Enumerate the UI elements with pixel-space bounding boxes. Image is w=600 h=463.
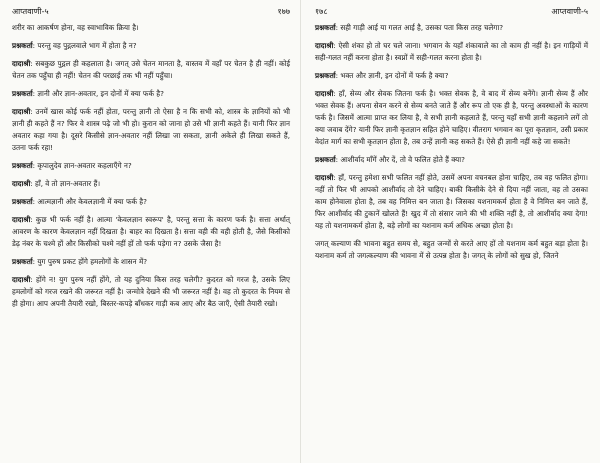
paragraph [12, 22, 290, 34]
paragraph [315, 172, 588, 232]
paragraph-text: : परन्तु वह पुद्गलवाले भाग में होता है न? [32, 41, 137, 50]
paragraph-text: शरीर का आकर्षण होना, वह स्वाभाविक क्रिया है। [12, 23, 139, 32]
speaker-label: दादाश्री [12, 179, 31, 188]
paragraph [315, 22, 588, 34]
speaker-label: प्रश्नकर्ता [315, 23, 336, 32]
paragraph-text: : युग पुरुष प्रकट होंगे हमलोगों के शासन में? [32, 257, 148, 266]
paragraph-text: : सही गाड़ी आई या गलत आई है, उसका पता किस तरह चलेगा? [335, 23, 504, 32]
speaker-label: दादाश्री [315, 41, 334, 50]
speaker-label: प्रश्नकर्ता [12, 41, 33, 50]
left-header-title: आप्तवाणी-५ [12, 6, 49, 16]
paragraph-text: : सबकुछ पुद्गल ही कहलाता है। जगत् उसे चेतन मानता है, वास्तव में वहाँ पर चेतन है ही नहीं। कोई चेतन तक पहुँचा ही नहीं! चेतन की परछाई तक भी नहीं पहुँचा। [12, 59, 290, 80]
speaker-label: प्रश्नकर्ता [12, 197, 33, 206]
paragraph [12, 178, 290, 190]
paragraph [315, 88, 588, 148]
right-page-header [315, 4, 588, 18]
speaker-label: प्रश्नकर्ता [12, 257, 33, 266]
speaker-label: दादाश्री [315, 173, 334, 182]
paragraph-text: : आशीर्वाद माँगें और दें, तो वे फलित होते हैं क्या? [335, 155, 465, 164]
paragraph-text: : कृपालुदेव ज्ञान-अवतार कहलाएँगे न? [32, 161, 132, 170]
paragraph [315, 238, 588, 262]
paragraph [12, 274, 290, 310]
speaker-label: दादाश्री [12, 107, 31, 116]
left-page-number: १७७ [277, 6, 290, 16]
left-page-body [12, 22, 290, 310]
speaker-label: प्रश्नकर्ता [12, 161, 33, 170]
paragraph [12, 88, 290, 100]
paragraph [315, 40, 588, 64]
paragraph-text: : ऐसी शंका हो तो घर चले जाना। भगवान के यहाँ शंकावाले का तो काम ही नहीं है। इन गाड़ियों में सही-गलत नहीं करना होता है। स्वप्नों में सही-गलत करना होता है। [315, 41, 588, 62]
paragraph-text: : हाँ, परन्तु हमेशा सभी फलित नहीं होते, उसमें अपना वचनबल होना चाहिए, तब वह फलित होगा। नहीं तो फिर भी आपको आशीर्वाद तो देने चाहिए। बाकी किसीके देने से दिया नहीं जाता, वह तो उसका काम होनेवाला होता है, तब वह निमित्त बन जाता है। जिसका यशनामकर्म होता है वे निमित्त बन जाते हैं, फिर आशीर्वाद की टुकानें खोलते हैं! खुद में तो संसार जाने की भी शक्ति नहीं है, तो आशीर्वाद क्या देगा! यह तो यशनामकर्म होता है, बड़े लोगों का यशनाम कर्म अधिक अच्छा होता है। [315, 173, 588, 230]
paragraph-text: : हाँ, सेव्य और सेवक जितना फर्क है। भक्त सेवक है, वे बाद में सेव्य बनेंगे। ज्ञानी सेव्य हैं और भक्त सेवक हैं। अपना सेवन करने से सेव्य बनते जाते हैं और रूप तो एक ही है, परन्तु अवस्थाओं के कारण फर्क है। जिसमें आत्मा प्राप्त कर लिया है, वे सभी ज्ञानी कहलाते हैं, परन्तु यहाँ सभी ज्ञानी कहलाने लगें तो क्या जवाब देंगे? यानी फिर ज्ञानी कृतज्ञान सहित होने चाहिए। वीतराग भगवान का पूरा कृतज्ञान, उसी प्रकार वेदांत मार्ग का सभी कृतज्ञान होता है, तब उन्हें ज्ञानी कह सकते हैं। ऐसे ही ज्ञानी नहीं कहे जा सकते! [315, 89, 588, 146]
paragraph [12, 256, 290, 268]
paragraph-text: : ज्ञानी और ज्ञान-अवतार, इन दोनों में क्या फर्क है? [32, 89, 164, 98]
paragraph [315, 154, 588, 166]
paragraph-text: : आत्मज्ञानी और केवलज्ञानी में क्या फर्क है? [32, 197, 147, 206]
paragraph-text: : होंगे न! युग पुरुष नहीं होंगे, तो यह दुनिया किस तरह चलेगी? कुदरत को गरज है, उसके लिए हमलोगों को गरज रखने की जरूरत नहीं है। जन्मोत्रे देखने की भी जरूरत नहीं है। वह तो कुदरत के नियम से ही होगा। आप अपनी तैयारी रखो, बिस्तर-कपड़े बाँधकर गाड़ी कब आए और बैठ जाएँ, ऐसी तैयारी रखो। [12, 275, 290, 308]
paragraph-text: : उनमें खास कोई फर्क नहीं होता, परन्तु ज्ञानी तो ऐसा है न कि सभी को, शास्त्र के ज्ञानियों को भी ज्ञानी ही कहते हैं न? फिर वे शास्त्र पढ़े जो भी हो। कुरान को जाना हो उसे भी ज्ञानी कहते हैं। यानी फिर ज्ञान अवतार कहा गया है। दूसरे किसीसे ज्ञान-अवतार नहीं लिखा जा सकता, ज्ञानी अकेले ही लिखा सकते हैं, उतना फर्क रहा! [12, 107, 290, 152]
right-page-body [315, 22, 588, 262]
speaker-label: प्रश्नकर्ता [315, 155, 336, 164]
speaker-label: प्रश्नकर्ता [12, 89, 33, 98]
paragraph [12, 106, 290, 154]
right-header-title: आप्तवाणी-५ [551, 6, 588, 16]
speaker-label: दादाश्री [12, 275, 31, 284]
paragraph [315, 70, 588, 82]
speaker-label: दादाश्री [12, 59, 31, 68]
speaker-label: दादाश्री [12, 215, 31, 224]
paragraph [12, 40, 290, 52]
paragraph [12, 58, 290, 82]
speaker-label: प्रश्नकर्ता [315, 71, 336, 80]
paragraph-text: : हाँ, वे तो ज्ञान-अवतार हैं। [30, 179, 101, 188]
paragraph-text: : भक्त और ज्ञानी, इन दोनों में फर्क है क्या? [335, 71, 449, 80]
paragraph [12, 214, 290, 250]
paragraph-text: : कुछ भी फर्क नहीं है। आत्मा 'केवलज्ञान स्वरूप' है, परन्तु सत्ता के कारण फर्क है। सत्ता अर्थात् आवरण के कारण केवलज्ञान नहीं दिखता है। बाहर का दिखता है। सत्ता वही की वही होती है, जैसे किसीको डेढ़ नंबर के चश्मे हों और किसीको चश्मे नहीं हों तो फर्क पड़ेगा न? उसके जैसा है! [12, 215, 290, 248]
right-page [300, 0, 600, 463]
paragraph [12, 196, 290, 208]
right-page-number: १७८ [315, 6, 328, 16]
left-page-header [12, 4, 290, 18]
paragraph-text: जगत् कल्याण की भावना बहुत समय से, बहुत जन्मों से करते आए हों तो यशनाम कर्म बहुत बड़ा होता है। यशनाम कर्म तो जगत्कल्याण की भावना में से उत्पन्न होता है। जगत् के लोगों को सुख हो, जितने [315, 239, 588, 260]
paragraph [12, 160, 290, 172]
speaker-label: दादाश्री [315, 89, 334, 98]
